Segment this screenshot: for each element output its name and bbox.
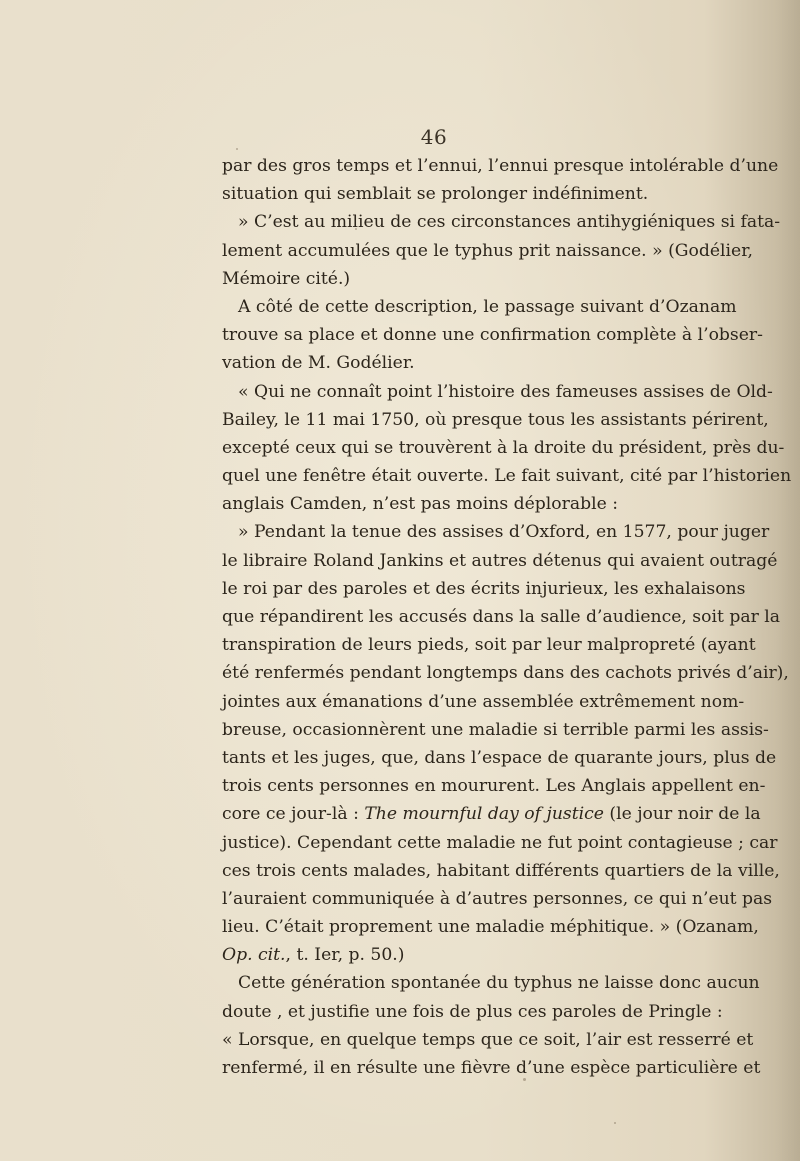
line-text: renfermé, il en résulte une fièvre d’une espèce particulière et xyxy=(222,1058,761,1078)
line-text: » Pendant la tenue des assises d’Oxford, en 1577, pour juger xyxy=(238,522,770,543)
paper-speck xyxy=(523,1078,526,1081)
line-text: Mémoire cité.) xyxy=(222,268,351,289)
text-line xyxy=(222,1054,761,1082)
line-text: situation qui semblait se prolonger indéfiniment. xyxy=(222,184,649,205)
text-line xyxy=(222,518,770,546)
line-text: Cette génération spontanée du typhus ne laisse donc aucun xyxy=(238,973,760,994)
line-text: que répandirent les accusés dans la salle d’audience, soit par la xyxy=(222,607,780,627)
text-line xyxy=(222,237,753,265)
text-line xyxy=(222,829,778,857)
line-text: core ce jour-là : xyxy=(222,804,365,825)
text-line xyxy=(222,885,773,913)
line-text: » C’est au milieu de ces circonstances antihygiéniques si fata- xyxy=(238,212,781,233)
italic-text: The mournful day of justice xyxy=(364,804,604,825)
text-line xyxy=(222,603,780,631)
text-line xyxy=(222,180,710,208)
line-text: « Qui ne connaît point l’histoire des fameuses assises de Old- xyxy=(238,381,773,402)
text-line xyxy=(222,349,710,377)
text-line xyxy=(222,913,759,941)
text-line xyxy=(222,1026,754,1054)
text-line xyxy=(222,293,737,321)
text-line xyxy=(222,321,763,349)
line-text: été renfermés pendant longtemps dans des cachots privés d’air), xyxy=(222,663,789,684)
text-line xyxy=(222,688,745,716)
line-text: lieu. C’était proprement une maladie méphitique. » (Ozanam, xyxy=(222,917,759,938)
line-text: excepté ceux qui se trouvèrent à la droite du président, près du- xyxy=(222,437,785,458)
paper-speck xyxy=(614,1122,616,1124)
line-text: breuse, occasionnèrent une maladie si terrible parmi les assis- xyxy=(222,719,769,740)
text-line xyxy=(222,378,773,406)
text-line xyxy=(222,547,778,575)
text-line xyxy=(222,434,785,462)
text-line xyxy=(222,265,710,293)
line-text: transpiration de leurs pieds, soit par leur malpropreté (ayant xyxy=(222,635,756,656)
line-text: jointes aux émanations d’une assemblée extrêmement nom- xyxy=(222,691,745,712)
line-text: (le jour noir de la xyxy=(603,804,761,825)
line-text: , t. Ier, p. 50.) xyxy=(285,945,405,966)
text-line xyxy=(222,857,780,885)
line-text: le libraire Roland Jankins et autres détenus qui avaient outragé xyxy=(222,550,778,571)
text-line xyxy=(222,208,781,236)
text-line xyxy=(222,659,789,687)
line-text: quel une fenêtre était ouverte. Le fait suivant, cité par l’historien xyxy=(222,466,792,487)
text-line xyxy=(222,152,779,180)
body-text xyxy=(222,152,792,1082)
paper-speck xyxy=(362,1012,364,1014)
line-text: le roi par des paroles et des écrits injurieux, les exhalaisons xyxy=(222,578,746,599)
text-line xyxy=(222,969,760,997)
line-text: ces trois cents malades, habitant différents quartiers de la ville, xyxy=(222,860,780,881)
line-text: vation de M. Godélier. xyxy=(222,353,415,374)
line-text: l’auraient communiquée à d’autres personnes, ce qui n’eut pas xyxy=(222,888,773,909)
line-text: A côté de cette description, le passage suivant d’Ozanam xyxy=(238,296,737,317)
text-line xyxy=(222,490,710,518)
text-line xyxy=(222,772,766,800)
text-line xyxy=(222,631,756,659)
text-line xyxy=(222,575,746,603)
line-text: trois cents personnes en moururent. Les Anglais appellent en- xyxy=(222,776,766,797)
line-text: anglais Camden, n’est pas moins déplorable : xyxy=(222,494,619,515)
line-text: Bailey, le 11 mai 1750, où presque tous les assistants périrent, xyxy=(222,409,769,430)
page-number: 46 xyxy=(420,125,448,149)
line-text: justice). Cependant cette maladie ne fut point contagieuse ; car xyxy=(222,832,778,853)
line-text: « Lorsque, en quelque temps que ce soit, l’air est resserré et xyxy=(222,1029,754,1050)
text-line xyxy=(222,941,710,969)
line-text: par des gros temps et l’ennui, l’ennui presque intolérable d’une xyxy=(222,156,779,176)
paper-speck xyxy=(355,228,357,230)
text-line xyxy=(222,406,769,434)
line-text: doute , et justifie une fois de plus ces paroles de Pringle : xyxy=(222,1001,723,1022)
text-line xyxy=(222,744,777,772)
italic-text: Op. cit. xyxy=(222,945,286,966)
text-line xyxy=(222,800,761,828)
text-line xyxy=(222,462,792,490)
text-line xyxy=(222,716,769,744)
text-line xyxy=(222,998,723,1026)
line-text: lement accumulées que le typhus prit naissance. » (Godélier, xyxy=(222,240,753,261)
paper-speck xyxy=(236,148,238,150)
line-text: trouve sa place et donne une confirmation complète à l’obser- xyxy=(222,325,763,346)
line-text: tants et les juges, que, dans l’espace de quarante jours, plus de xyxy=(222,747,777,768)
